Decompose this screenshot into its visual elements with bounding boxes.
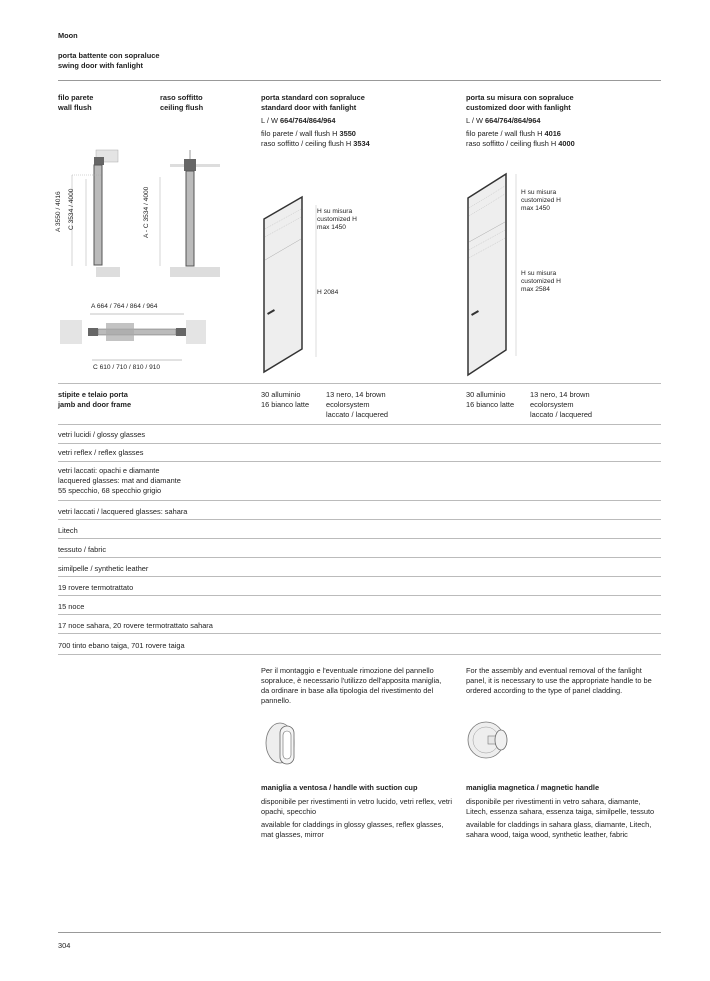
frame-finishes-b-standard: 13 nero, 14 brown ecolorsystem laccato / lacquered (326, 390, 389, 419)
page-number: 304 (58, 941, 71, 950)
plan-dim-c: C 610 / 710 / 810 / 910 (93, 364, 161, 371)
ceiling-flush-label: raso soffitto ceiling flush (160, 93, 204, 112)
standard-height-label: H 2084 (317, 289, 339, 296)
suction-cup-handle-image (262, 718, 307, 768)
cladding-row: vetri reflex / reflex glasses (58, 448, 144, 457)
handle-suction-cup: maniglia a ventosa / handle with suction cup disponibile per rivestimenti in vetro lucido, vetri reflex, vetri opachi, specchio available for claddings in glossy glasses, reflex glasses, mat glasses, mirror (261, 783, 453, 839)
magnetic-handle-image (466, 716, 516, 766)
cladding-row: 19 rovere termotrattato (58, 583, 134, 592)
ceiling-flush-dim: A - C 3534 / 4000 (143, 186, 150, 238)
wall-flush-label: filo parete wall flush (58, 93, 94, 112)
plan-dim-a: A 664 / 764 / 864 / 964 (91, 303, 158, 310)
standard-door-info: porta standard con sopraluce standard door with fanlight L / W 664/764/864/964 filo parete / wall flush H 3550 raso soffitto / ceiling flush H 3534 (261, 93, 370, 148)
standard-fanlight-label: H su misura customized H max 1450 (317, 208, 357, 231)
plan-section-drawing (58, 312, 208, 362)
wall-flush-dim-c: C 3534 / 4000 (68, 188, 75, 230)
frame-finishes-a-custom: 30 alluminio 16 bianco latte (466, 390, 515, 409)
cladding-row: 15 noce (58, 602, 85, 611)
note-it: Per il montaggio e l'eventuale rimozione del pannello sopraluce, è necessario l'utilizzo dell'apposita maniglia, da ordinare in base alla tipologia del rivestimento del pannello. (261, 666, 442, 705)
cladding-row: 700 tinto ebano taiga, 701 rovere taiga (58, 641, 185, 650)
subtitle-it: porta battente con sopraluce (58, 51, 160, 60)
cladding-row: Litech (58, 526, 78, 535)
subtitle-en: swing door with fanlight (58, 61, 143, 70)
custom-height-label: H su misura customized H max 2584 (521, 270, 561, 293)
ceiling-flush-section-drawing (150, 145, 220, 280)
custom-door-drawing (466, 170, 521, 382)
divider (58, 383, 661, 384)
frame-finishes-a-standard: 30 alluminio 16 bianco latte (261, 390, 310, 409)
custom-door-info: porta su misura con sopraluce customized door with fanlight L / W 664/764/864/964 filo parete / wall flush H 4016 raso soffitto / ceiling flush H 4000 (466, 93, 575, 148)
handle-magnetic: maniglia magnetica / magnetic handle disponibile per rivestimenti in vetro sahara, diamante, Litech, essenza sahara, essenza taiga, similpelle, tessuto available for claddings in sahara glass, diamante, Litech, sahara wood, taiga wood, synthetic leather, fabric (466, 783, 655, 839)
wall-flush-dim-a: A 3550 / 4016 (55, 191, 62, 232)
cladding-row: vetri laccati / lacquered glasses: sahara (58, 507, 188, 516)
cladding-row: similpelle / synthetic leather (58, 564, 149, 573)
cladding-row: 17 noce sahara, 20 rovere termotrattato sahara (58, 621, 213, 630)
cladding-row: vetri lucidi / glossy glasses (58, 430, 146, 439)
frame-label: stipite e telaio porta jamb and door frame (58, 390, 132, 409)
page-title: Moon (58, 31, 78, 40)
divider (58, 80, 661, 81)
standard-door-drawing (262, 197, 312, 382)
cladding-row: tessuto / fabric (58, 545, 107, 554)
note-en: For the assembly and eventual removal of the fanlight panel, it is necessary to use the appropriate handle to be ordered according to the type of panel cladding. (466, 666, 652, 695)
custom-fanlight-label: H su misura customized H max 1450 (521, 189, 561, 212)
cladding-row: vetri laccati: opachi e diamante lacquered glasses: mat and diamante 55 specchio, 68 specchio grigio (58, 466, 181, 495)
footer-divider (58, 932, 661, 933)
frame-finishes-b-custom: 13 nero, 14 brown ecolorsystem laccato / lacquered (530, 390, 593, 419)
